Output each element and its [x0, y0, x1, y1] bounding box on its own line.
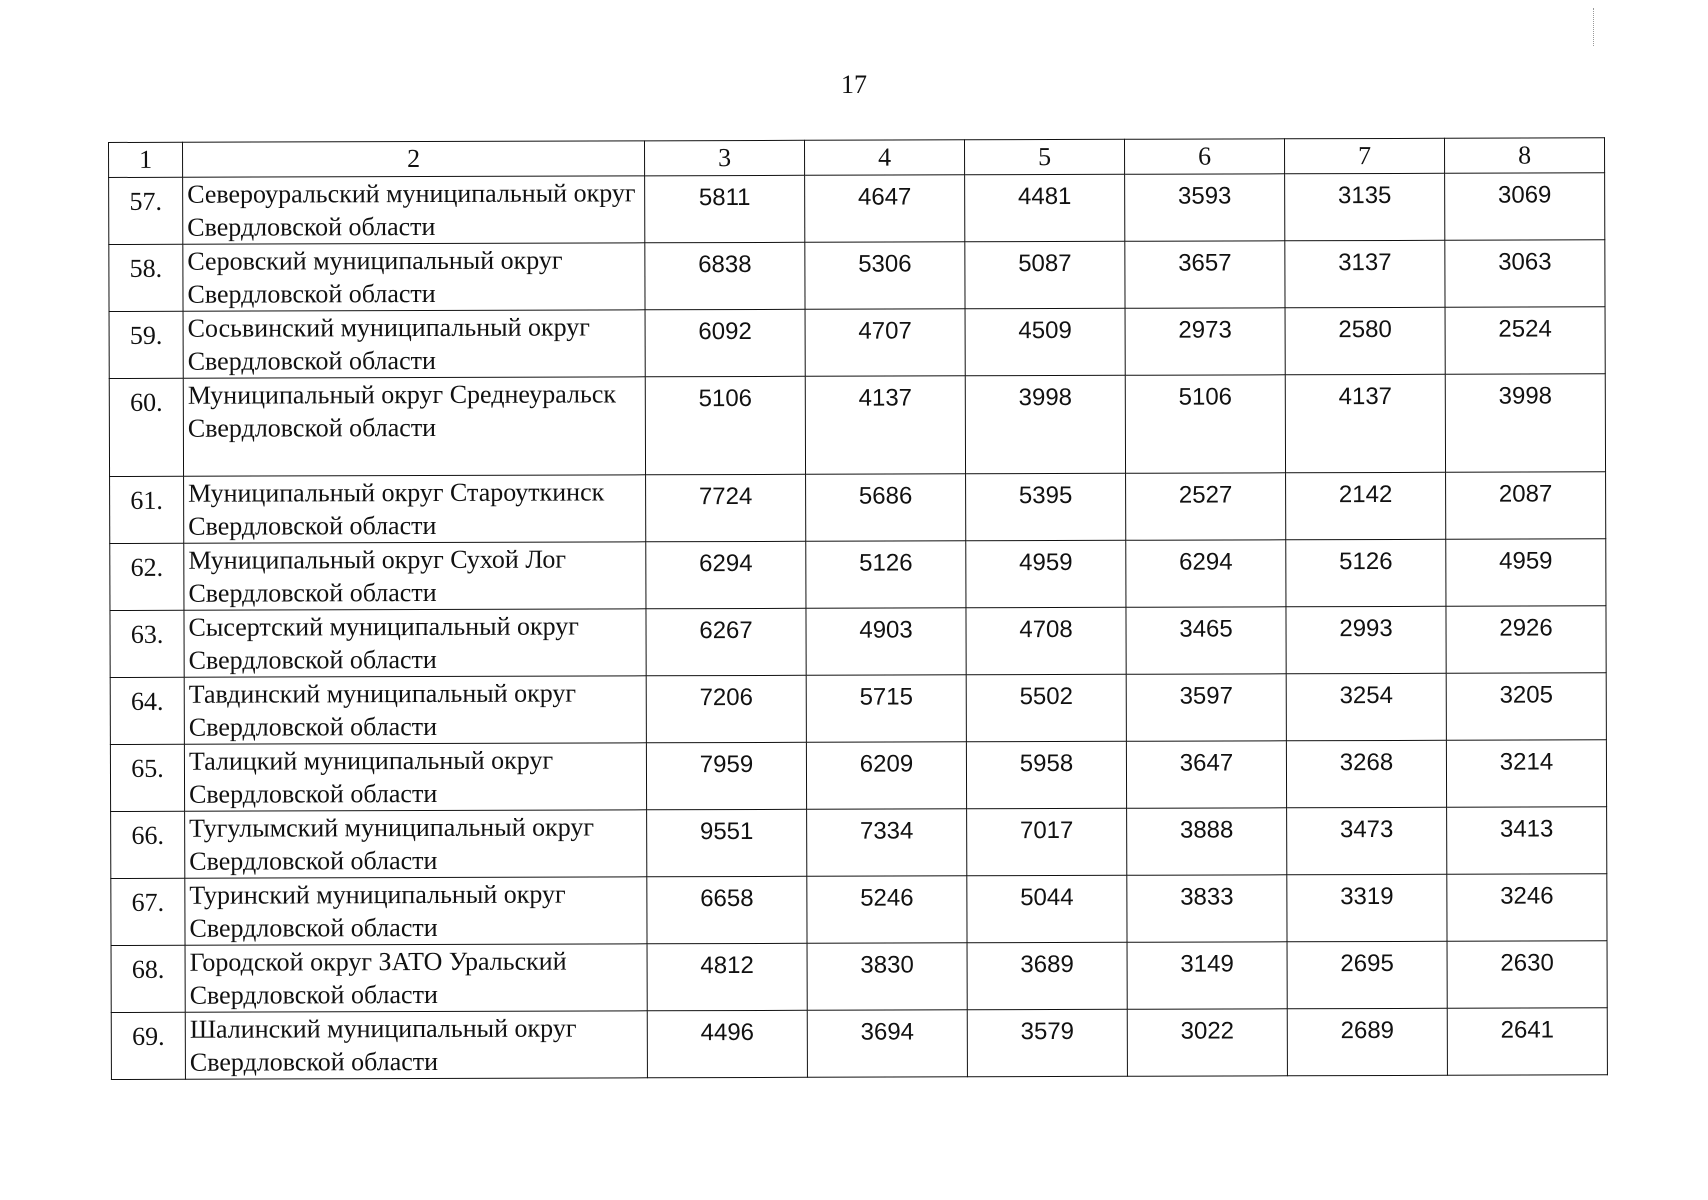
table-row [110, 606, 1606, 678]
table-row [111, 807, 1607, 879]
value-cell: 3473 [1287, 807, 1447, 875]
header-row [109, 138, 1605, 178]
value-cell: 6294 [1126, 540, 1286, 608]
district-name: Городской округ ЗАТО Уральский Свердловской области [185, 944, 647, 1012]
value-cell: 9551 [647, 809, 807, 877]
value-cell: 2689 [1287, 1008, 1447, 1076]
column-header: 7 [1284, 138, 1444, 174]
table-row [110, 539, 1606, 611]
value-cell: 5715 [806, 675, 966, 743]
district-name: Тугулымский муниципальный округ Свердловской области [185, 810, 647, 878]
value-cell: 4959 [1446, 539, 1606, 607]
value-cell: 3689 [967, 942, 1127, 1010]
value-cell: 2630 [1447, 941, 1607, 1009]
value-cell: 2993 [1286, 606, 1446, 674]
district-name: Талицкий муниципальный округ Свердловской области [184, 743, 646, 811]
value-cell: 2087 [1446, 472, 1606, 540]
row-number: 68. [111, 945, 185, 1012]
value-cell: 4137 [805, 376, 965, 475]
value-cell: 4496 [647, 1010, 807, 1078]
district-name: Североуральский муниципальный округ Свердловской области [183, 176, 645, 244]
value-cell: 6838 [645, 242, 805, 310]
value-cell: 6267 [646, 608, 806, 676]
scan-artifact [1593, 8, 1596, 46]
value-cell: 3597 [1126, 674, 1286, 742]
value-cell: 3246 [1447, 874, 1607, 942]
value-cell: 3135 [1285, 173, 1445, 241]
value-cell: 4509 [965, 308, 1125, 376]
table-row [110, 673, 1606, 745]
value-cell: 7017 [967, 808, 1127, 876]
district-name: Муниципальный округ Староуткинск Свердловской области [184, 475, 646, 543]
value-cell: 3888 [1127, 808, 1287, 876]
row-number: 69. [111, 1012, 185, 1079]
value-cell: 3998 [1445, 374, 1605, 473]
value-cell: 2524 [1445, 307, 1605, 375]
table-row [109, 374, 1605, 477]
value-cell: 7334 [807, 809, 967, 877]
value-cell: 3063 [1445, 240, 1605, 308]
district-name: Сысертский муниципальный округ Свердловской области [184, 609, 646, 677]
value-cell: 3268 [1286, 740, 1446, 808]
column-header: 4 [804, 140, 964, 176]
value-cell: 2926 [1446, 606, 1606, 674]
value-cell: 4481 [965, 174, 1125, 242]
value-cell: 3254 [1286, 673, 1446, 741]
value-cell: 4707 [805, 309, 965, 377]
value-cell: 5126 [806, 541, 966, 609]
value-cell: 3413 [1447, 807, 1607, 875]
value-cell: 5502 [966, 674, 1126, 742]
value-cell: 4137 [1285, 374, 1445, 473]
district-name: Шалинский муниципальный округ Свердловской области [185, 1011, 647, 1079]
district-name: Муниципальный округ Среднеуральск Свердловской области [183, 377, 645, 476]
district-name: Серовский муниципальный округ Свердловской области [183, 243, 645, 311]
value-cell: 3022 [1127, 1009, 1287, 1077]
row-number: 63. [110, 610, 184, 677]
value-cell: 3833 [1127, 875, 1287, 943]
value-cell: 5106 [1125, 375, 1285, 474]
value-cell: 3593 [1125, 174, 1285, 242]
value-cell: 3214 [1446, 740, 1606, 808]
table-row [109, 307, 1605, 379]
value-cell: 5246 [807, 876, 967, 944]
value-cell: 3657 [1125, 241, 1285, 309]
value-cell: 5395 [966, 473, 1126, 541]
column-header: 2 [183, 141, 645, 177]
data-table [108, 137, 1608, 1080]
value-cell: 5811 [645, 175, 805, 243]
page-number: 17 [841, 70, 867, 99]
row-number: 59. [109, 311, 183, 378]
district-name: Сосьвинский муниципальный округ Свердловской области [183, 310, 645, 378]
table-row [111, 874, 1607, 946]
value-cell: 3830 [807, 943, 967, 1011]
value-cell: 5044 [967, 875, 1127, 943]
value-cell: 3205 [1446, 673, 1606, 741]
row-number: 60. [109, 378, 183, 476]
value-cell: 5306 [805, 242, 965, 310]
table-body [109, 173, 1608, 1080]
value-cell: 3137 [1285, 240, 1445, 308]
column-header: 5 [964, 139, 1124, 175]
table-container [108, 137, 1607, 1080]
value-cell: 3998 [965, 375, 1125, 474]
column-header: 8 [1444, 138, 1604, 174]
district-name: Тавдинский муниципальный округ Свердловской области [184, 676, 646, 744]
value-cell: 3069 [1445, 173, 1605, 241]
value-cell: 3149 [1127, 942, 1287, 1010]
value-cell: 3465 [1126, 607, 1286, 675]
value-cell: 4708 [966, 607, 1126, 675]
value-cell: 5958 [966, 741, 1126, 809]
value-cell: 3694 [807, 1010, 967, 1078]
value-cell: 7206 [646, 675, 806, 743]
column-header: 3 [644, 140, 804, 176]
value-cell: 3647 [1126, 741, 1286, 809]
value-cell: 5087 [965, 241, 1125, 309]
row-number: 67. [111, 878, 185, 945]
table-row [109, 173, 1605, 245]
value-cell: 4647 [805, 175, 965, 243]
value-cell: 6092 [645, 309, 805, 377]
table-row [110, 740, 1606, 812]
value-cell: 2527 [1126, 473, 1286, 541]
value-cell: 5686 [806, 474, 966, 542]
row-number: 62. [110, 543, 184, 610]
row-number: 57. [109, 177, 183, 244]
district-name: Муниципальный округ Сухой Лог Свердловской области [184, 542, 646, 610]
value-cell: 4959 [966, 540, 1126, 608]
row-number: 65. [110, 744, 184, 811]
value-cell: 7724 [646, 474, 806, 542]
value-cell: 4903 [806, 608, 966, 676]
value-cell: 6209 [806, 742, 966, 810]
table-row [111, 1008, 1607, 1080]
value-cell: 6294 [646, 541, 806, 609]
value-cell: 3319 [1287, 874, 1447, 942]
column-header: 1 [109, 142, 183, 177]
value-cell: 3579 [967, 1009, 1127, 1077]
value-cell: 2641 [1447, 1008, 1607, 1076]
value-cell: 2695 [1287, 941, 1447, 1009]
value-cell: 7959 [646, 742, 806, 810]
value-cell: 4812 [647, 943, 807, 1011]
row-number: 66. [111, 811, 185, 878]
value-cell: 2142 [1286, 472, 1446, 540]
value-cell: 5126 [1286, 539, 1446, 607]
value-cell: 5106 [645, 376, 805, 475]
district-name: Туринский муниципальный округ Свердловской области [185, 877, 647, 945]
row-number: 58. [109, 244, 183, 311]
table-row [109, 240, 1605, 312]
table-row [110, 472, 1606, 544]
value-cell: 2973 [1125, 308, 1285, 376]
row-number: 61. [110, 476, 184, 543]
column-header: 6 [1124, 139, 1284, 175]
table-row [111, 941, 1607, 1013]
value-cell: 2580 [1285, 307, 1445, 375]
value-cell: 6658 [647, 876, 807, 944]
row-number: 64. [110, 677, 184, 744]
